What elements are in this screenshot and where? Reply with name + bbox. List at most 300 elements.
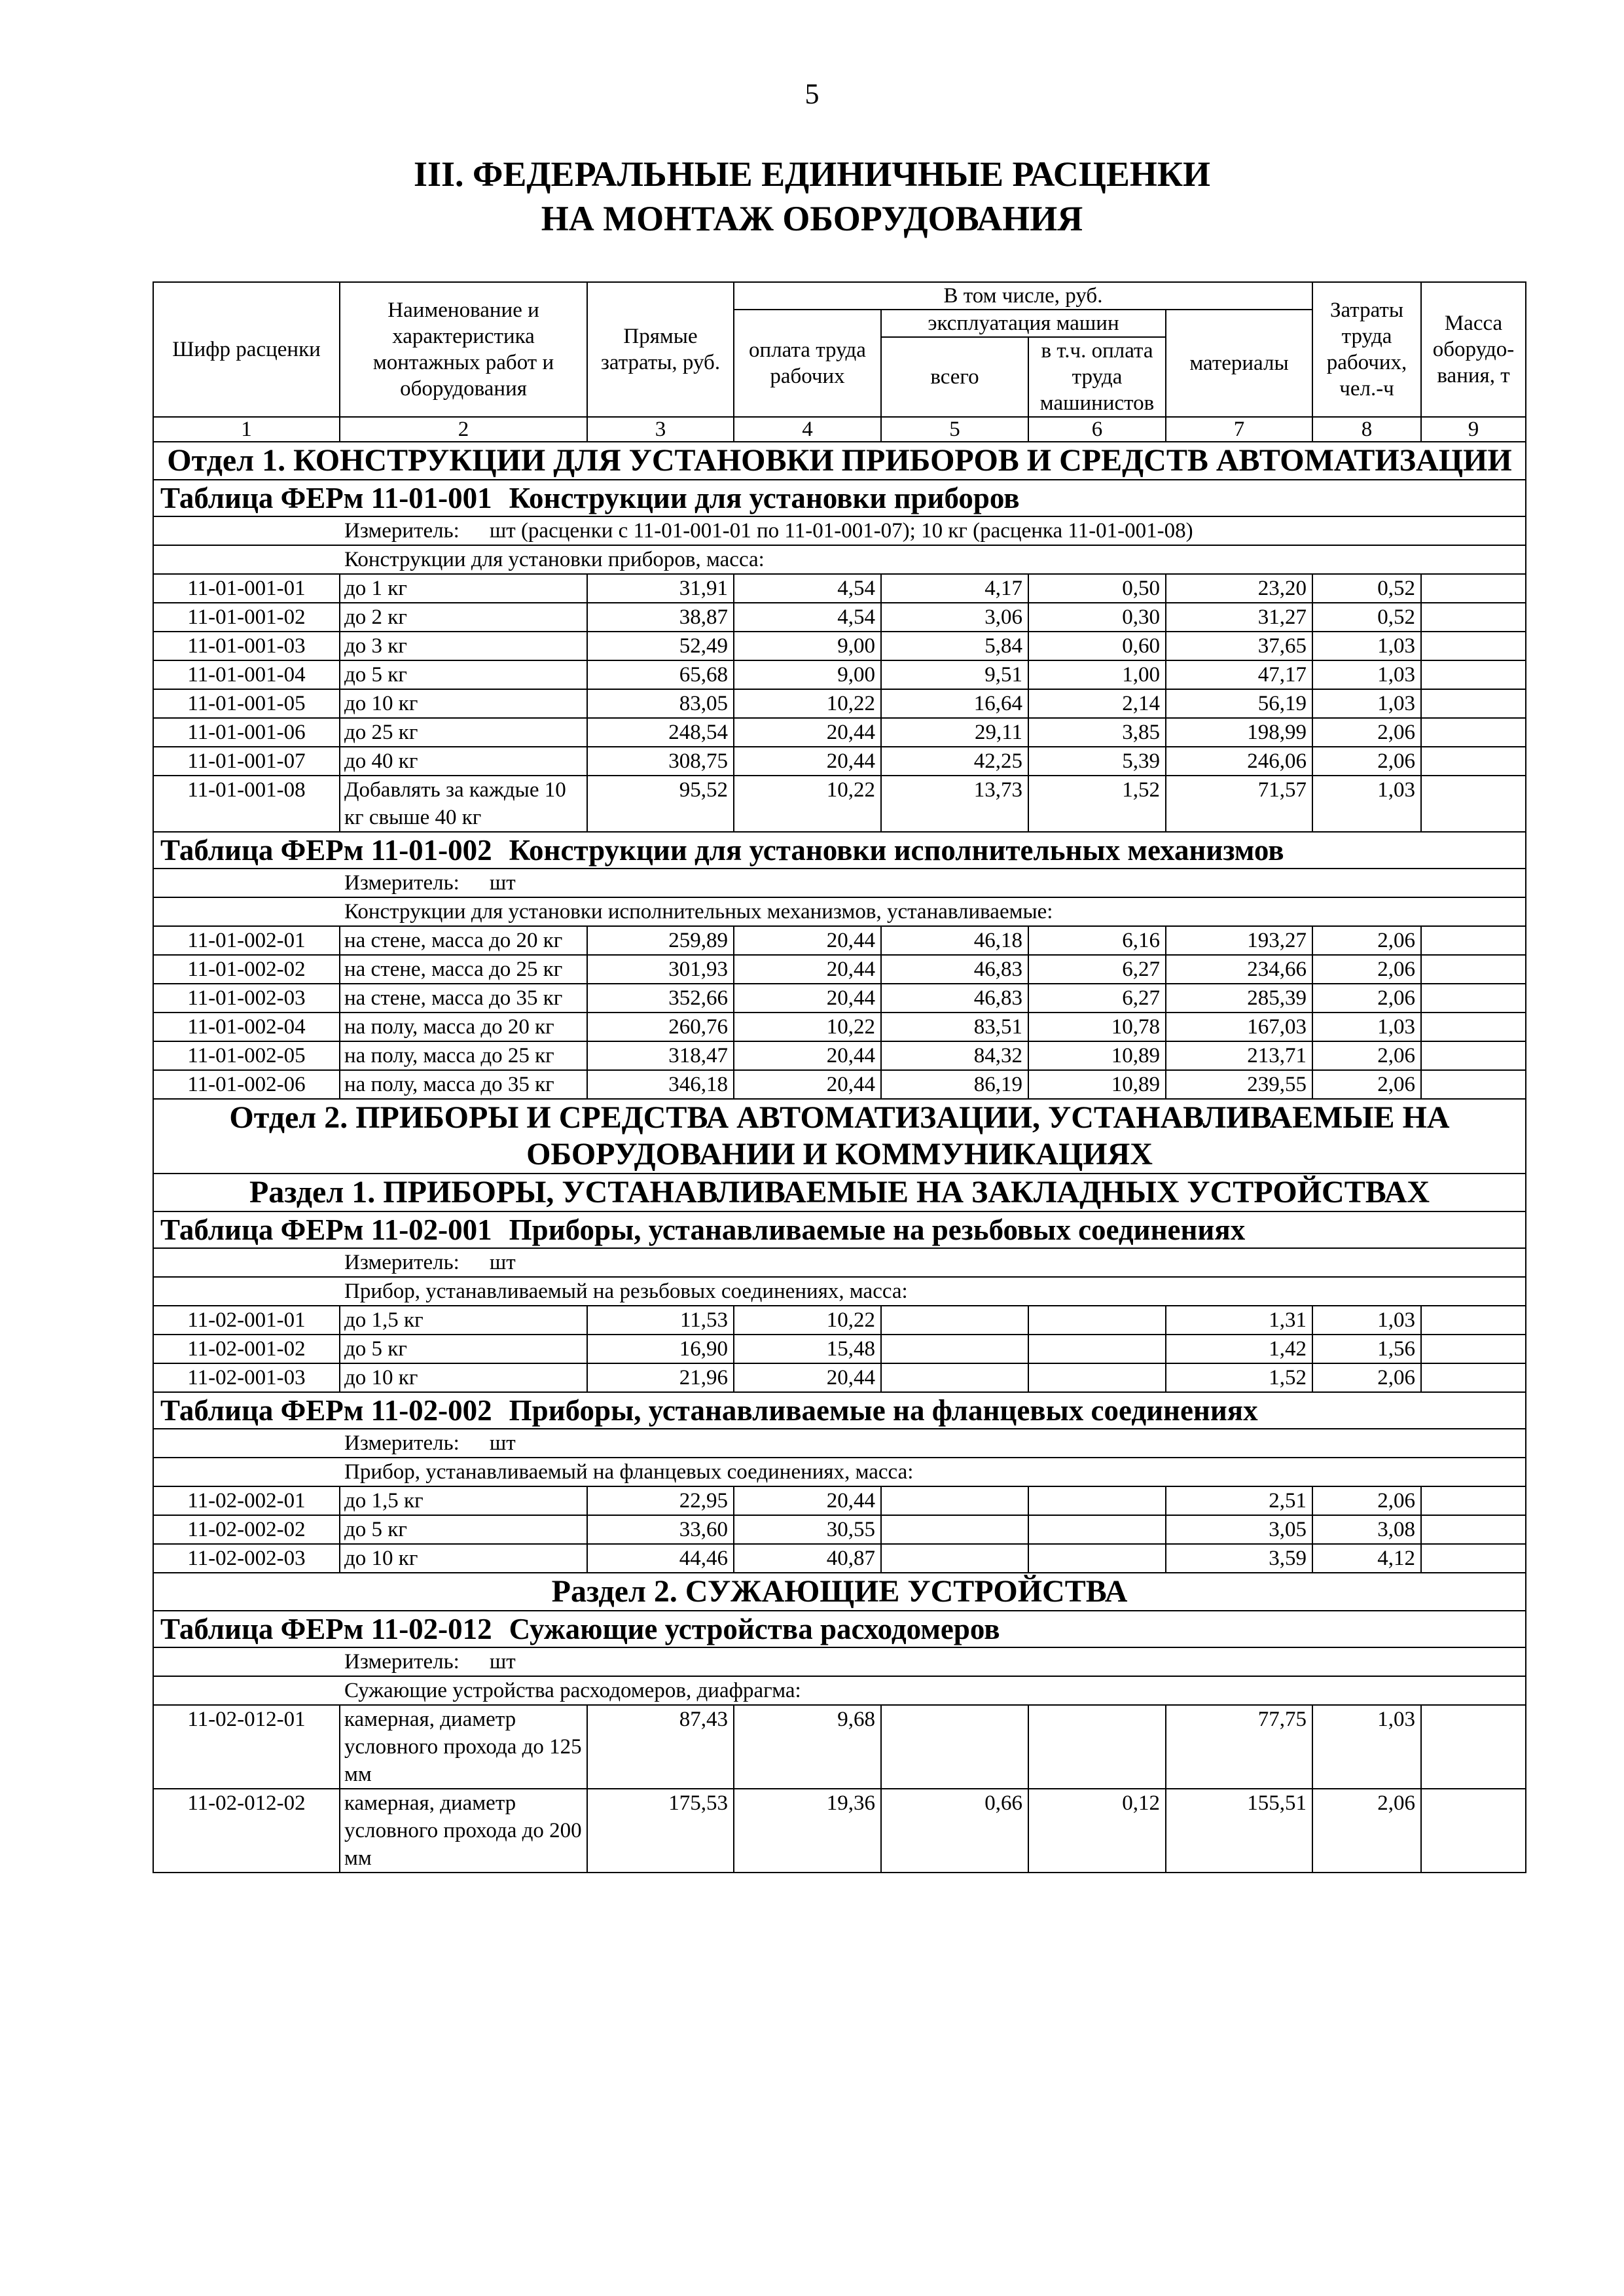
mass: [1421, 1013, 1526, 1041]
labor: 2,06: [1312, 955, 1421, 984]
machines-total: [881, 1544, 1028, 1573]
column-numbers-row: [153, 417, 1526, 442]
section-title: Отдел 1. КОНСТРУКЦИИ ДЛЯ УСТАНОВКИ ПРИБОРОВ И СРЕДСТВ АВТОМАТИЗАЦИИ: [153, 442, 1526, 480]
table-row: [153, 955, 1526, 984]
table-name: Конструкции для установки приборов: [509, 482, 1020, 514]
machinist-wage: 10,78: [1028, 1013, 1166, 1041]
rate-code: 11-01-001-07: [153, 747, 340, 776]
direct-costs: 308,75: [587, 747, 734, 776]
wage: 20,44: [734, 1041, 881, 1070]
title-line-1: III. ФЕДЕРАЛЬНЫЕ ЕДИНИЧНЫЕ РАСЦЕНКИ: [413, 154, 1211, 194]
table-name: Приборы, устанавливаемые на резьбовых соединениях: [509, 1213, 1246, 1246]
labor: 2,06: [1312, 1363, 1421, 1392]
header-machines-total: всего: [881, 337, 1028, 417]
wage: 10,22: [734, 1013, 881, 1041]
materials: 246,06: [1166, 747, 1312, 776]
header-labor: Затраты труда рабочих, чел.-ч: [1312, 282, 1421, 417]
mass: [1421, 1306, 1526, 1335]
column-number: 7: [1166, 417, 1312, 442]
table-title: [153, 1211, 1526, 1248]
table-title-row: [153, 1611, 1526, 1647]
section-title-row: [153, 442, 1526, 480]
unit-cell: [153, 1647, 1526, 1676]
mass: [1421, 926, 1526, 955]
direct-costs: 11,53: [587, 1306, 734, 1335]
wage: 40,87: [734, 1544, 881, 1573]
rate-name: до 10 кг: [340, 1544, 587, 1573]
machinist-wage: 0,30: [1028, 603, 1166, 632]
labor: 1,03: [1312, 1306, 1421, 1335]
wage: 19,36: [734, 1789, 881, 1873]
column-number: 3: [587, 417, 734, 442]
direct-costs: 346,18: [587, 1070, 734, 1099]
group-label: Прибор, устанавливаемый на фланцевых соединениях, масса:: [153, 1458, 1526, 1486]
rate-name: на полу, масса до 35 кг: [340, 1070, 587, 1099]
mass: [1421, 1363, 1526, 1392]
wage: 4,54: [734, 574, 881, 603]
group-row: [153, 545, 1526, 574]
wage: 15,48: [734, 1335, 881, 1363]
rate-name: до 1,5 кг: [340, 1486, 587, 1515]
group-label: Конструкции для установки приборов, масса:: [153, 545, 1526, 574]
rate-code: 11-02-012-02: [153, 1789, 340, 1873]
labor: 2,06: [1312, 984, 1421, 1013]
group-row: [153, 1676, 1526, 1705]
column-number: 2: [340, 417, 587, 442]
machinist-wage: [1028, 1544, 1166, 1573]
direct-costs: 175,53: [587, 1789, 734, 1873]
machines-total: 29,11: [881, 718, 1028, 747]
rate-code: 11-02-001-01: [153, 1306, 340, 1335]
mass: [1421, 1705, 1526, 1789]
labor: 2,06: [1312, 747, 1421, 776]
group-label: Прибор, устанавливаемый на резьбовых соединениях, масса:: [153, 1277, 1526, 1306]
unit-row: [153, 1429, 1526, 1458]
wage: 20,44: [734, 1486, 881, 1515]
rate-code: 11-01-002-03: [153, 984, 340, 1013]
labor: 1,03: [1312, 776, 1421, 832]
table-row: [153, 747, 1526, 776]
wage: 20,44: [734, 718, 881, 747]
unit-value: шт: [489, 1431, 516, 1455]
labor: 1,03: [1312, 689, 1421, 718]
table-header: [153, 282, 1526, 442]
unit-label: Измеритель:: [344, 871, 460, 895]
header-name: Наименование и характеристика монтажных работ и оборудования: [340, 282, 587, 417]
header-code: Шифр расценки: [153, 282, 340, 417]
table-row: [153, 1335, 1526, 1363]
table-title: [153, 832, 1526, 869]
machines-total: 3,06: [881, 603, 1028, 632]
unit-cell: [153, 1429, 1526, 1458]
wage: 10,22: [734, 1306, 881, 1335]
title-line-2: НА МОНТАЖ ОБОРУДОВАНИЯ: [541, 199, 1083, 238]
materials: 167,03: [1166, 1013, 1312, 1041]
unit-cell: [153, 1248, 1526, 1277]
table-row: [153, 1306, 1526, 1335]
table-row: [153, 689, 1526, 718]
unit-row: [153, 869, 1526, 897]
column-number: 8: [1312, 417, 1421, 442]
unit-value: шт: [489, 871, 516, 895]
table-title-row: [153, 1392, 1526, 1429]
machines-total: 9,51: [881, 660, 1028, 689]
mass: [1421, 603, 1526, 632]
table-row: [153, 660, 1526, 689]
rate-name: до 1 кг: [340, 574, 587, 603]
table-title-row: [153, 1211, 1526, 1248]
direct-costs: 16,90: [587, 1335, 734, 1363]
direct-costs: 52,49: [587, 632, 734, 660]
rate-code: 11-01-001-01: [153, 574, 340, 603]
rate-code: 11-01-002-06: [153, 1070, 340, 1099]
table-row: [153, 1013, 1526, 1041]
table-row: [153, 632, 1526, 660]
machinist-wage: 3,85: [1028, 718, 1166, 747]
machines-total: [881, 1306, 1028, 1335]
unit-row: [153, 1248, 1526, 1277]
machinist-wage: 5,39: [1028, 747, 1166, 776]
header-mass: Масса оборудо-вания, т: [1421, 282, 1526, 417]
unit-label: Измеритель:: [344, 1650, 460, 1674]
table-row: [153, 1070, 1526, 1099]
table-row: [153, 1789, 1526, 1873]
direct-costs: 31,91: [587, 574, 734, 603]
machines-total: 5,84: [881, 632, 1028, 660]
materials: 239,55: [1166, 1070, 1312, 1099]
direct-costs: 352,66: [587, 984, 734, 1013]
labor: 2,06: [1312, 1041, 1421, 1070]
direct-costs: 318,47: [587, 1041, 734, 1070]
machines-total: 46,83: [881, 984, 1028, 1013]
rate-name: до 3 кг: [340, 632, 587, 660]
direct-costs: 21,96: [587, 1363, 734, 1392]
table-row: [153, 776, 1526, 832]
rate-code: 11-02-001-03: [153, 1363, 340, 1392]
unit-value: шт: [489, 1251, 516, 1274]
labor: 1,03: [1312, 660, 1421, 689]
table-row: [153, 1363, 1526, 1392]
machinist-wage: 10,89: [1028, 1041, 1166, 1070]
direct-costs: 87,43: [587, 1705, 734, 1789]
part-title: Раздел 2. СУЖАЮЩИЕ УСТРОЙСТВА: [153, 1573, 1526, 1611]
machines-total: 46,18: [881, 926, 1028, 955]
rate-name: на полу, масса до 25 кг: [340, 1041, 587, 1070]
rate-code: 11-02-002-01: [153, 1486, 340, 1515]
materials: 1,52: [1166, 1363, 1312, 1392]
machinist-wage: 6,27: [1028, 984, 1166, 1013]
page-title: [0, 152, 1624, 241]
header-including: В том числе, руб.: [734, 282, 1312, 310]
table-row: [153, 1041, 1526, 1070]
rate-code: 11-01-002-01: [153, 926, 340, 955]
materials: 77,75: [1166, 1705, 1312, 1789]
table-title: [153, 1392, 1526, 1429]
group-row: [153, 1277, 1526, 1306]
mass: [1421, 776, 1526, 832]
table-name: Приборы, устанавливаемые на фланцевых соединениях: [509, 1394, 1258, 1427]
labor: 2,06: [1312, 718, 1421, 747]
rate-name: до 5 кг: [340, 1335, 587, 1363]
unit-value: шт: [489, 1650, 516, 1674]
rate-code: 11-02-002-03: [153, 1544, 340, 1573]
rate-name: камерная, диаметр условного прохода до 125 мм: [340, 1705, 587, 1789]
direct-costs: 95,52: [587, 776, 734, 832]
table-row: [153, 984, 1526, 1013]
direct-costs: 260,76: [587, 1013, 734, 1041]
rate-code: 11-01-002-05: [153, 1041, 340, 1070]
machines-total: [881, 1486, 1028, 1515]
direct-costs: 248,54: [587, 718, 734, 747]
materials: 3,59: [1166, 1544, 1312, 1573]
machines-total: [881, 1705, 1028, 1789]
materials: 2,51: [1166, 1486, 1312, 1515]
table-row: [153, 574, 1526, 603]
machinist-wage: 1,00: [1028, 660, 1166, 689]
materials: 193,27: [1166, 926, 1312, 955]
table-title: [153, 1611, 1526, 1647]
machines-total: 42,25: [881, 747, 1028, 776]
labor: 0,52: [1312, 574, 1421, 603]
machinist-wage: [1028, 1335, 1166, 1363]
wage: 20,44: [734, 747, 881, 776]
mass: [1421, 660, 1526, 689]
machines-total: 16,64: [881, 689, 1028, 718]
rate-code: 11-01-001-05: [153, 689, 340, 718]
machinist-wage: 6,16: [1028, 926, 1166, 955]
header-wage: оплата труда рабочих: [734, 310, 881, 417]
unit-value: шт (расценки с 11-01-001-01 по 11-01-001-07); 10 кг (расценка 11-01-001-08): [489, 519, 1193, 543]
wage: 20,44: [734, 984, 881, 1013]
wage: 9,00: [734, 660, 881, 689]
table-body: [153, 442, 1526, 1873]
machinist-wage: [1028, 1705, 1166, 1789]
mass: [1421, 1515, 1526, 1544]
table-row: [153, 1544, 1526, 1573]
labor: 2,06: [1312, 926, 1421, 955]
machinist-wage: 0,50: [1028, 574, 1166, 603]
rate-name: до 5 кг: [340, 660, 587, 689]
table-title-row: [153, 832, 1526, 869]
mass: [1421, 689, 1526, 718]
table-name: Конструкции для установки исполнительных механизмов: [509, 834, 1284, 867]
table-number: Таблица ФЕРм 11-01-001: [160, 482, 492, 514]
materials: 23,20: [1166, 574, 1312, 603]
column-number: 6: [1028, 417, 1166, 442]
rate-code: 11-01-001-08: [153, 776, 340, 832]
wage: 9,00: [734, 632, 881, 660]
table-row: [153, 1515, 1526, 1544]
page-number: 5: [804, 78, 820, 110]
rate-name: до 10 кг: [340, 1363, 587, 1392]
table-row: [153, 718, 1526, 747]
group-row: [153, 897, 1526, 926]
table-row: [153, 1486, 1526, 1515]
rate-name: до 25 кг: [340, 718, 587, 747]
materials: 31,27: [1166, 603, 1312, 632]
wage: 20,44: [734, 1363, 881, 1392]
rate-name: до 5 кг: [340, 1515, 587, 1544]
table-row: [153, 603, 1526, 632]
table-number: Таблица ФЕРм 11-01-002: [160, 834, 492, 867]
wage: 9,68: [734, 1705, 881, 1789]
rate-code: 11-02-002-02: [153, 1515, 340, 1544]
rate-code: 11-02-012-01: [153, 1705, 340, 1789]
rate-code: 11-01-001-03: [153, 632, 340, 660]
labor: 2,06: [1312, 1486, 1421, 1515]
direct-costs: 65,68: [587, 660, 734, 689]
materials: 234,66: [1166, 955, 1312, 984]
machines-total: 46,83: [881, 955, 1028, 984]
header-machines: эксплуатация машин: [881, 310, 1166, 337]
mass: [1421, 718, 1526, 747]
table-title-row: [153, 480, 1526, 516]
machinist-wage: 0,12: [1028, 1789, 1166, 1873]
labor: 1,03: [1312, 1705, 1421, 1789]
machinist-wage: 10,89: [1028, 1070, 1166, 1099]
rate-name: до 1,5 кг: [340, 1306, 587, 1335]
mass: [1421, 1070, 1526, 1099]
machines-total: 86,19: [881, 1070, 1028, 1099]
labor: 2,06: [1312, 1789, 1421, 1873]
machinist-wage: 0,60: [1028, 632, 1166, 660]
column-number: 4: [734, 417, 881, 442]
section-title: Отдел 2. ПРИБОРЫ И СРЕДСТВА АВТОМАТИЗАЦИИ, УСТАНАВЛИВАЕМЫЕ НА ОБОРУДОВАНИИ И КОММУНИКАЦИЯХ: [153, 1099, 1526, 1174]
table-title: [153, 480, 1526, 516]
table-row: [153, 926, 1526, 955]
mass: [1421, 984, 1526, 1013]
rate-name: до 10 кг: [340, 689, 587, 718]
machines-total: 84,32: [881, 1041, 1028, 1070]
machinist-wage: 6,27: [1028, 955, 1166, 984]
direct-costs: 83,05: [587, 689, 734, 718]
table-row: [153, 1705, 1526, 1789]
labor: 1,56: [1312, 1335, 1421, 1363]
machinist-wage: [1028, 1515, 1166, 1544]
column-number: 9: [1421, 417, 1526, 442]
materials: 198,99: [1166, 718, 1312, 747]
column-number: 1: [153, 417, 340, 442]
unit-label: Измеритель:: [344, 1431, 460, 1455]
rate-code: 11-01-001-02: [153, 603, 340, 632]
unit-label: Измеритель:: [344, 1251, 460, 1274]
part-title-row: [153, 1573, 1526, 1611]
rate-code: 11-02-001-02: [153, 1335, 340, 1363]
materials: 1,31: [1166, 1306, 1312, 1335]
machines-total: [881, 1335, 1028, 1363]
rate-name: камерная, диаметр условного прохода до 200 мм: [340, 1789, 587, 1873]
machinist-wage: 2,14: [1028, 689, 1166, 718]
labor: 1,03: [1312, 632, 1421, 660]
labor: 4,12: [1312, 1544, 1421, 1573]
unit-cell: [153, 869, 1526, 897]
table-number: Таблица ФЕРм 11-02-001: [160, 1213, 492, 1246]
labor: 3,08: [1312, 1515, 1421, 1544]
materials: 155,51: [1166, 1789, 1312, 1873]
machinist-wage: [1028, 1306, 1166, 1335]
unit-cell: [153, 516, 1526, 545]
group-row: [153, 1458, 1526, 1486]
machinist-wage: 1,52: [1028, 776, 1166, 832]
rate-name: на стене, масса до 25 кг: [340, 955, 587, 984]
machinist-wage: [1028, 1363, 1166, 1392]
table-number: Таблица ФЕРм 11-02-002: [160, 1394, 492, 1427]
rate-code: 11-01-001-06: [153, 718, 340, 747]
machines-total: 83,51: [881, 1013, 1028, 1041]
section-title-row: [153, 1099, 1526, 1174]
unit-row: [153, 516, 1526, 545]
direct-costs: 44,46: [587, 1544, 734, 1573]
direct-costs: 259,89: [587, 926, 734, 955]
direct-costs: 33,60: [587, 1515, 734, 1544]
mass: [1421, 1544, 1526, 1573]
table-number: Таблица ФЕРм 11-02-012: [160, 1613, 492, 1645]
direct-costs: 22,95: [587, 1486, 734, 1515]
group-label: Сужающие устройства расходомеров, диафрагма:: [153, 1676, 1526, 1705]
column-number: 5: [881, 417, 1028, 442]
wage: 20,44: [734, 955, 881, 984]
machines-total: 4,17: [881, 574, 1028, 603]
rate-code: 11-01-002-02: [153, 955, 340, 984]
machines-total: [881, 1515, 1028, 1544]
wage: 4,54: [734, 603, 881, 632]
header-direct-costs: Прямые затраты, руб.: [587, 282, 734, 417]
mass: [1421, 1041, 1526, 1070]
rate-code: 11-01-001-04: [153, 660, 340, 689]
rate-name: на стене, масса до 20 кг: [340, 926, 587, 955]
materials: 3,05: [1166, 1515, 1312, 1544]
mass: [1421, 574, 1526, 603]
group-label: Конструкции для установки исполнительных механизмов, устанавливаемые:: [153, 897, 1526, 926]
wage: 30,55: [734, 1515, 881, 1544]
table-name: Сужающие устройства расходомеров: [509, 1613, 1000, 1645]
mass: [1421, 747, 1526, 776]
direct-costs: 38,87: [587, 603, 734, 632]
rate-code: 11-01-002-04: [153, 1013, 340, 1041]
mass: [1421, 632, 1526, 660]
materials: 1,42: [1166, 1335, 1312, 1363]
labor: 2,06: [1312, 1070, 1421, 1099]
part-title: Раздел 1. ПРИБОРЫ, УСТАНАВЛИВАЕМЫЕ НА ЗАКЛАДНЫХ УСТРОЙСТВАХ: [153, 1174, 1526, 1211]
unit-row: [153, 1647, 1526, 1676]
wage: 20,44: [734, 926, 881, 955]
unit-label: Измеритель:: [344, 519, 460, 543]
part-title-row: [153, 1174, 1526, 1211]
materials: 37,65: [1166, 632, 1312, 660]
header-machinist-wage: в т.ч. оплата труда машинистов: [1028, 337, 1166, 417]
labor: 1,03: [1312, 1013, 1421, 1041]
wage: 20,44: [734, 1070, 881, 1099]
machinist-wage: [1028, 1486, 1166, 1515]
materials: 56,19: [1166, 689, 1312, 718]
materials: 213,71: [1166, 1041, 1312, 1070]
rate-name: на стене, масса до 35 кг: [340, 984, 587, 1013]
rate-name: Добавлять за каждые 10 кг свыше 40 кг: [340, 776, 587, 832]
header-materials: материалы: [1166, 310, 1312, 417]
materials: 47,17: [1166, 660, 1312, 689]
materials: 285,39: [1166, 984, 1312, 1013]
direct-costs: 301,93: [587, 955, 734, 984]
rate-name: до 40 кг: [340, 747, 587, 776]
mass: [1421, 1335, 1526, 1363]
rates-table: [153, 281, 1526, 1873]
mass: [1421, 1486, 1526, 1515]
machines-total: 0,66: [881, 1789, 1028, 1873]
wage: 10,22: [734, 689, 881, 718]
mass: [1421, 1789, 1526, 1873]
machines-total: [881, 1363, 1028, 1392]
rate-name: до 2 кг: [340, 603, 587, 632]
